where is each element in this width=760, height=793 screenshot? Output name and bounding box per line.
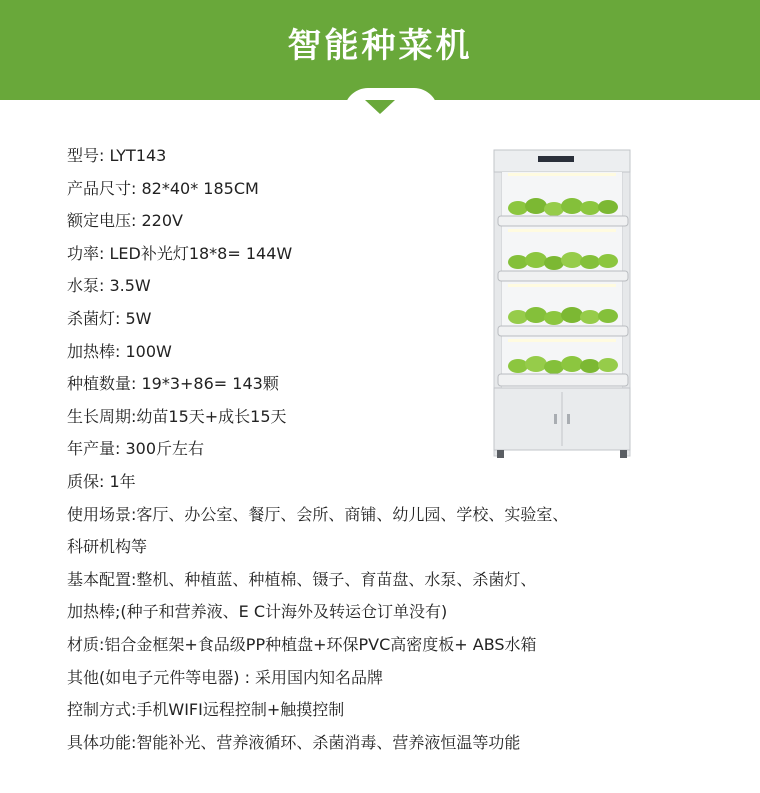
product-image bbox=[488, 146, 638, 464]
spec-uv-lamp: 杀菌灯: 5W bbox=[67, 308, 152, 328]
wheel bbox=[497, 450, 504, 458]
plant bbox=[508, 310, 528, 324]
spec-voltage: 额定电压: 220V bbox=[67, 211, 183, 231]
spec-plant-count: 种植数量: 19*3+86= 143颗 bbox=[67, 374, 279, 394]
spec-pump: 水泵: 3.5W bbox=[67, 276, 151, 296]
header-banner bbox=[0, 0, 760, 100]
page-title: 智能种菜机 bbox=[287, 26, 473, 66]
plant bbox=[544, 360, 564, 374]
plant bbox=[598, 200, 618, 214]
plant bbox=[544, 311, 564, 325]
plant bbox=[580, 201, 600, 215]
spec-other: 其他(如电子元件等电器) : 采用国内知名品牌 bbox=[67, 667, 384, 687]
plant bbox=[561, 356, 583, 372]
plant-tray bbox=[498, 216, 628, 226]
plant bbox=[525, 252, 547, 268]
plant bbox=[525, 307, 547, 323]
spec-model: 型号: LYT143 bbox=[67, 146, 167, 165]
plant-tray bbox=[498, 271, 628, 281]
control-panel bbox=[538, 156, 574, 162]
plant bbox=[580, 310, 600, 324]
spec-growth-cycle: 生长周期:幼苗15天+成长15天 bbox=[67, 406, 287, 426]
spec-material: 材质:铝合金框架+食品级PP种植盘+环保PVC高密度板+ ABS水箱 bbox=[67, 634, 537, 654]
grow-light bbox=[508, 339, 616, 342]
plant bbox=[508, 359, 528, 373]
chevron-down-icon bbox=[365, 100, 395, 114]
plant bbox=[598, 309, 618, 323]
grow-light bbox=[508, 173, 616, 176]
plant-tray bbox=[498, 326, 628, 336]
plant bbox=[580, 255, 600, 269]
grow-light bbox=[508, 284, 616, 287]
grow-light bbox=[508, 229, 616, 232]
plant bbox=[580, 359, 600, 373]
spec-config-cont: 加热棒;(种子和营养液、E C计海外及转运仓订单没有) bbox=[67, 602, 448, 622]
spec-annual-yield: 年产量: 300斤左右 bbox=[67, 439, 205, 459]
plant bbox=[508, 201, 528, 215]
plant bbox=[525, 356, 547, 372]
spec-functions: 具体功能:智能补光、营养液循环、杀菌消毒、营养液恒温等功能 bbox=[67, 732, 521, 752]
spec-scenarios-cont: 科研机构等 bbox=[67, 537, 148, 557]
plant bbox=[598, 358, 618, 372]
plant bbox=[544, 256, 564, 270]
plant bbox=[525, 198, 547, 214]
plant bbox=[561, 252, 583, 268]
cabinet-handle bbox=[554, 414, 557, 424]
plant bbox=[544, 202, 564, 216]
plant bbox=[561, 307, 583, 323]
spec-power: 功率: LED补光灯18*8= 144W bbox=[67, 243, 293, 263]
spec-size: 产品尺寸: 82*40* 185CM bbox=[67, 178, 259, 198]
wheel bbox=[620, 450, 627, 458]
spec-scenarios: 使用场景:客厅、办公室、餐厅、会所、商铺、幼儿园、学校、实验室、 bbox=[67, 504, 569, 524]
plant bbox=[508, 255, 528, 269]
spec-heater: 加热棒: 100W bbox=[67, 341, 172, 361]
spec-config: 基本配置:整机、种植蓝、种植棉、镊子、育苗盘、水泵、杀菌灯、 bbox=[67, 569, 537, 589]
spec-warranty: 质保: 1年 bbox=[67, 471, 136, 491]
plant-tray bbox=[498, 374, 628, 386]
cabinet-handle bbox=[567, 414, 570, 424]
plant bbox=[598, 254, 618, 268]
plant bbox=[561, 198, 583, 214]
spec-control: 控制方式:手机WIFI远程控制+触摸控制 bbox=[67, 700, 345, 720]
